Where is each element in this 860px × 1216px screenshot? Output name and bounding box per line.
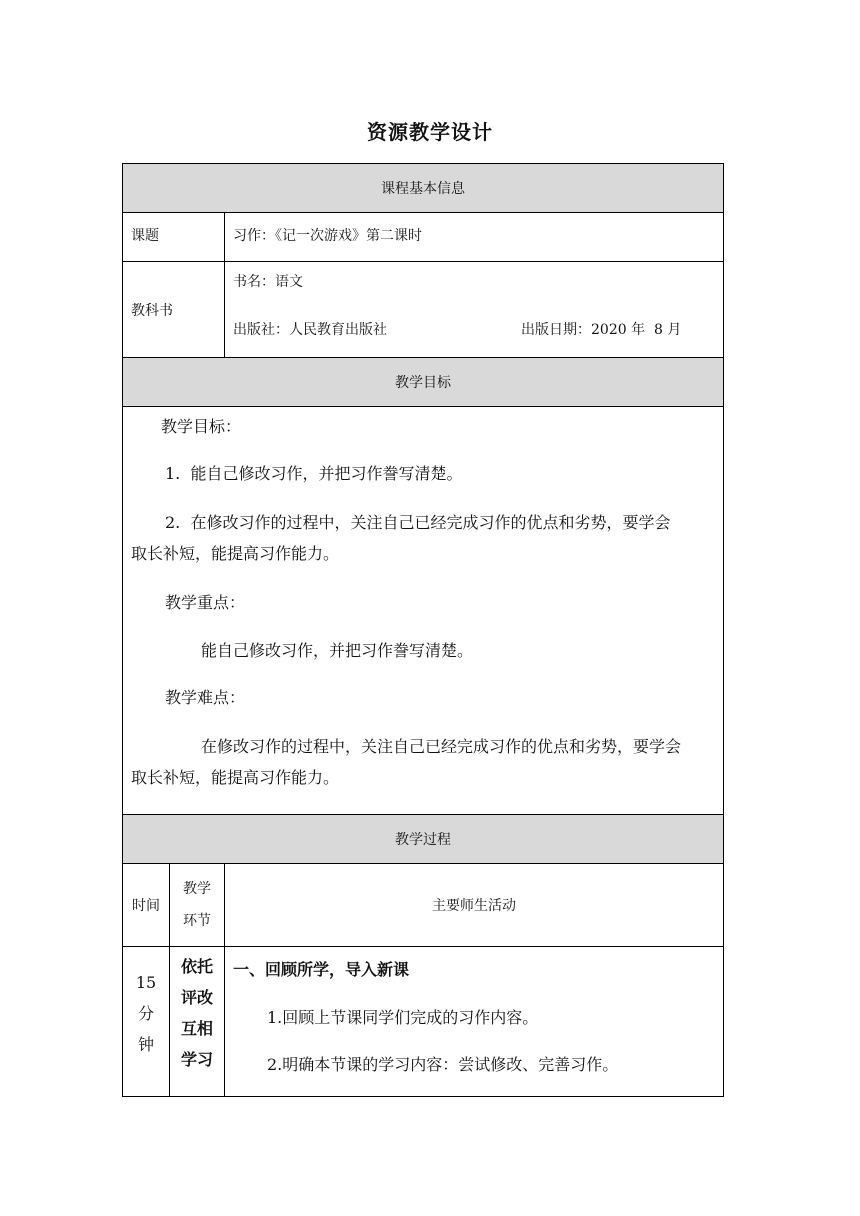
col-activity-header bbox=[225, 864, 724, 947]
textbook-label-cell bbox=[123, 262, 225, 358]
goal-2-line2: 取长补短，能提高习作能力。 bbox=[131, 544, 340, 563]
activity-item-2: 2.明确本节课的学习内容：尝试修改、完善习作。 bbox=[267, 1055, 619, 1074]
objectives-header-row bbox=[123, 358, 724, 407]
time-unit-2: 钟 bbox=[137, 1035, 154, 1054]
stage-line-1: 依托 bbox=[180, 957, 213, 976]
difficulty-line2: 取长补短，能提高习作能力。 bbox=[131, 768, 340, 787]
key-heading: 教学重点： bbox=[165, 593, 246, 612]
difficulty-heading: 教学难点： bbox=[165, 688, 246, 707]
col-time-label: 时间 bbox=[132, 898, 160, 914]
time-cell bbox=[123, 947, 170, 1097]
objectives-header-text: 教学目标 bbox=[395, 375, 451, 391]
objectives-header bbox=[123, 358, 724, 407]
activity-item-1: 1.回顾上节课同学们完成的习作内容。 bbox=[267, 1008, 539, 1027]
textbook-label: 教科书 bbox=[131, 302, 173, 319]
textbook-row bbox=[123, 262, 724, 358]
stage-line-4: 学习 bbox=[180, 1050, 213, 1069]
topic-value: 习作：《记一次游戏》第二课时 bbox=[233, 228, 422, 244]
process-header-row bbox=[123, 815, 724, 864]
col-stage-header bbox=[170, 864, 225, 947]
publisher: 出版社：人民教育出版社 bbox=[233, 322, 387, 338]
process-header bbox=[123, 815, 724, 864]
objectives-body-row bbox=[123, 407, 724, 815]
activity-cell bbox=[225, 947, 724, 1097]
topic-label: 课题 bbox=[131, 228, 159, 244]
stage-cell bbox=[170, 947, 225, 1097]
publish-date: 出版日期：2020 年 8 月 bbox=[521, 322, 682, 338]
goal-1: 1. 能自己修改习作，并把习作誊写清楚。 bbox=[165, 464, 463, 483]
process-header-text: 教学过程 bbox=[395, 832, 451, 848]
document-title: 资源教学设计 bbox=[367, 120, 493, 144]
basic-info-header-text: 课程基本信息 bbox=[381, 181, 465, 197]
section-title: 一、回顾所学，导入新课 bbox=[233, 960, 410, 979]
col-time-header bbox=[123, 864, 170, 947]
basic-info-header-row bbox=[123, 164, 724, 213]
key-text: 能自己修改习作，并把习作誊写清楚。 bbox=[201, 641, 474, 660]
difficulty-line1: 在修改习作的过程中，关注自己已经完成习作的优点和劣势，要学会 bbox=[201, 737, 682, 756]
basic-info-header bbox=[123, 164, 724, 213]
topic-label-cell bbox=[123, 213, 225, 262]
stage-line-3: 互相 bbox=[180, 1019, 213, 1038]
col-stage-label-line2: 环节 bbox=[183, 913, 211, 929]
process-row bbox=[123, 947, 724, 1097]
topic-value-cell bbox=[225, 213, 724, 262]
col-stage-label-line1: 教学 bbox=[183, 881, 211, 897]
lesson-plan-table bbox=[122, 163, 724, 1097]
goals-heading: 教学目标： bbox=[161, 417, 242, 436]
stage-line-2: 评改 bbox=[180, 988, 213, 1007]
time-number: 15 bbox=[135, 973, 157, 992]
col-activity-label: 主要师生活动 bbox=[432, 898, 516, 914]
textbook-info-cell bbox=[225, 262, 724, 358]
goal-2-line1: 2. 在修改习作的过程中，关注自己已经完成习作的优点和劣势，要学会 bbox=[165, 513, 671, 532]
objectives-body bbox=[123, 407, 724, 815]
time-unit-1: 分 bbox=[137, 1004, 154, 1023]
process-columns-row bbox=[123, 864, 724, 947]
book-name: 书名：语文 bbox=[233, 274, 303, 290]
topic-row bbox=[123, 213, 724, 262]
